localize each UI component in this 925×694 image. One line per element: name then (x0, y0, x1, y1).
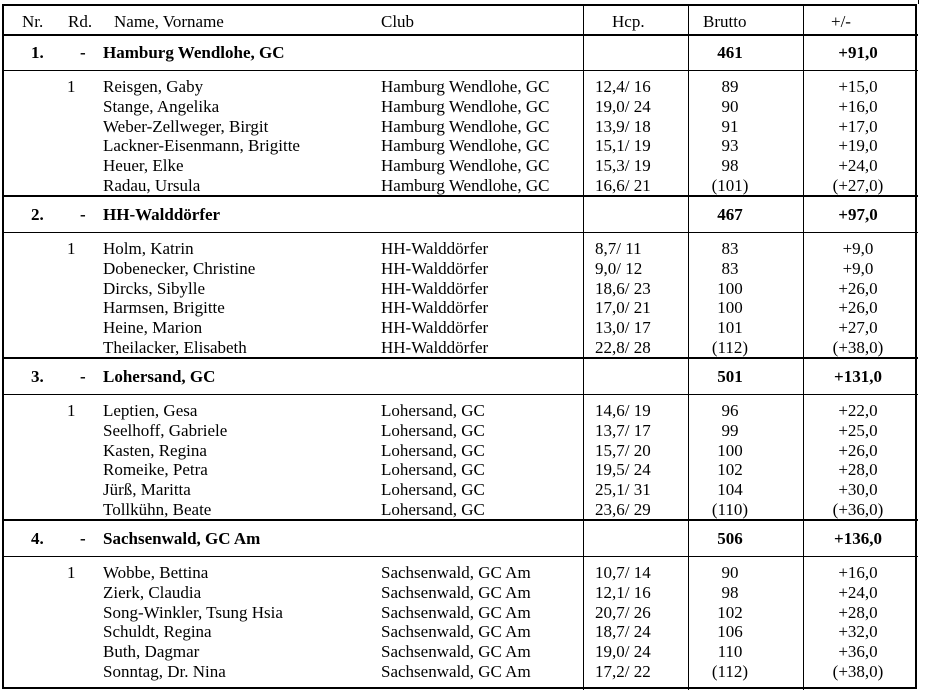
player-brutto: (101) (711, 176, 749, 195)
header-name: Name, Vorname (114, 12, 224, 31)
row-divider (2, 394, 918, 395)
table-row (0, 421, 925, 441)
player-club: Sachsenwald, GC Am (381, 662, 531, 681)
player-diff: +24,0 (838, 582, 878, 602)
table-row (0, 136, 925, 156)
player-club: Hamburg Wendlohe, GC (381, 136, 550, 156)
player-name: Romeike, Petra (103, 460, 208, 480)
player-round: 1 (67, 563, 76, 582)
player-brutto: 90 (721, 563, 739, 582)
player-diff: +22,0 (838, 401, 878, 420)
player-brutto: 104 (717, 480, 743, 500)
player-name: Sonntag, Dr. Nina (103, 662, 226, 681)
row-divider (2, 70, 918, 71)
player-club: Sachsenwald, GC Am (381, 642, 531, 662)
player-hcp: 16,6/ 21 (595, 176, 651, 195)
player-brutto: 98 (721, 156, 739, 176)
team-row (0, 205, 925, 227)
player-hcp: 15,3/ 19 (595, 156, 651, 176)
team-diff: +97,0 (838, 205, 878, 224)
player-club: Lohersand, GC (381, 460, 485, 480)
header-diff: +/- (831, 12, 851, 31)
player-brutto: 83 (721, 258, 739, 278)
player-club: Hamburg Wendlohe, GC (381, 96, 550, 116)
player-name: Holm, Katrin (103, 239, 194, 258)
player-diff: (+27,0) (832, 176, 884, 195)
player-hcp: 10,7/ 14 (595, 563, 651, 582)
player-club: Lohersand, GC (381, 480, 485, 500)
header-club: Club (381, 12, 415, 31)
player-club: Sachsenwald, GC Am (381, 582, 531, 602)
player-name: Dircks, Sibylle (103, 278, 205, 298)
player-name: Seelhoff, Gabriele (103, 420, 228, 440)
player-diff: +16,0 (838, 96, 878, 116)
player-brutto: 89 (721, 77, 739, 96)
player-diff: +26,0 (838, 298, 878, 318)
player-hcp: 15,7/ 20 (595, 440, 651, 460)
team-row (0, 367, 925, 389)
player-name: Heine, Marion (103, 318, 203, 338)
player-name: Kasten, Regina (103, 440, 207, 460)
table-row (0, 622, 925, 642)
team-brutto: 501 (717, 367, 743, 386)
player-club: Sachsenwald, GC Am (381, 622, 531, 642)
team-name: Hamburg Wendlohe, GC (103, 43, 285, 62)
player-diff: (+38,0) (832, 662, 884, 681)
team-brutto: 467 (717, 205, 743, 224)
table-row (0, 441, 925, 461)
player-brutto: 83 (721, 239, 739, 258)
player-hcp: 12,4/ 16 (595, 77, 651, 96)
table-row (0, 480, 925, 500)
player-diff: +16,0 (838, 563, 878, 582)
player-brutto: 100 (717, 440, 743, 460)
team-name: Sachsenwald, GC Am (103, 529, 261, 548)
player-brutto: 90 (721, 96, 739, 116)
team-rank: 4. (31, 529, 44, 548)
player-diff: +9,0 (842, 239, 874, 258)
player-name: Song-Winkler, Tsung Hsia (103, 602, 283, 622)
player-brutto: 99 (721, 420, 739, 440)
player-brutto: 101 (717, 318, 743, 338)
team-diff: +136,0 (834, 529, 882, 548)
header-hcp: Hcp. (612, 12, 645, 31)
team-rank: 3. (31, 367, 44, 386)
player-brutto: 102 (717, 602, 743, 622)
player-name: Lackner-Eisenmann, Brigitte (103, 136, 300, 156)
player-name: Tollkühn, Beate (103, 500, 212, 519)
table-row (0, 460, 925, 480)
team-round: - (80, 529, 86, 548)
player-club: HH-Walddörfer (381, 258, 489, 278)
player-brutto: (112) (711, 338, 749, 357)
player-club: Hamburg Wendlohe, GC (381, 116, 550, 136)
player-round: 1 (67, 239, 76, 258)
player-brutto: 100 (717, 278, 743, 298)
player-brutto: (112) (711, 662, 749, 681)
player-hcp: 22,8/ 28 (595, 338, 651, 357)
player-diff: +28,0 (838, 460, 878, 480)
team-row (0, 529, 925, 551)
player-name: Jürß, Maritta (103, 480, 191, 500)
row-divider (2, 232, 918, 233)
player-round: 1 (67, 77, 76, 96)
row-divider (2, 556, 918, 557)
table-row (0, 583, 925, 603)
player-name: Weber-Zellweger, Birgit (103, 116, 269, 136)
player-diff: +15,0 (838, 77, 878, 96)
table-row (0, 156, 925, 176)
player-diff: +28,0 (838, 602, 878, 622)
player-diff: +36,0 (838, 642, 878, 662)
team-round: - (80, 205, 86, 224)
table-row (0, 662, 925, 682)
header-nr: Nr. (22, 12, 44, 31)
player-club: HH-Walddörfer (381, 338, 489, 357)
team-diff: +131,0 (834, 367, 882, 386)
table-row (0, 298, 925, 318)
player-name: Heuer, Elke (103, 156, 184, 176)
table-row (0, 500, 925, 520)
team-rank: 1. (31, 43, 44, 62)
player-diff: +17,0 (838, 116, 878, 136)
player-diff: (+38,0) (832, 338, 884, 357)
player-brutto: 106 (717, 622, 743, 642)
player-diff: +25,0 (838, 420, 878, 440)
player-brutto: 91 (721, 116, 739, 136)
team-round: - (80, 367, 86, 386)
table-row (0, 176, 925, 196)
player-brutto: 96 (721, 401, 739, 420)
team-round: - (80, 43, 86, 62)
player-name: Dobenecker, Christine (103, 258, 256, 278)
team-name: Lohersand, GC (103, 367, 216, 386)
player-hcp: 20,7/ 26 (595, 602, 651, 622)
player-diff: +9,0 (842, 258, 874, 278)
table-row (0, 338, 925, 358)
header-brutto: Brutto (703, 12, 747, 31)
player-hcp: 17,2/ 22 (595, 662, 651, 681)
player-club: HH-Walddörfer (381, 298, 489, 318)
player-brutto: 102 (717, 460, 743, 480)
player-hcp: 14,6/ 19 (595, 401, 651, 420)
player-hcp: 19,0/ 24 (595, 96, 651, 116)
player-hcp: 25,1/ 31 (595, 480, 651, 500)
player-brutto: 110 (717, 642, 743, 662)
player-name: Wobbe, Bettina (103, 563, 209, 582)
player-hcp: 15,1/ 19 (595, 136, 651, 156)
header-rd: Rd. (68, 12, 93, 31)
player-brutto: 100 (717, 298, 743, 318)
player-name: Radau, Ursula (103, 176, 201, 195)
player-club: HH-Walddörfer (381, 239, 489, 258)
table-row (0, 563, 925, 583)
player-brutto: (110) (711, 500, 749, 519)
table-row (0, 117, 925, 137)
player-name: Theilacker, Elisabeth (103, 338, 247, 357)
player-club: Hamburg Wendlohe, GC (381, 77, 550, 96)
player-diff: +30,0 (838, 480, 878, 500)
table-row (0, 77, 925, 97)
player-club: Lohersand, GC (381, 500, 485, 519)
table-row (0, 318, 925, 338)
player-club: Lohersand, GC (381, 420, 485, 440)
table-row (0, 279, 925, 299)
player-round: 1 (67, 401, 76, 420)
player-diff: +32,0 (838, 622, 878, 642)
player-club: HH-Walddörfer (381, 318, 489, 338)
table-row (0, 239, 925, 259)
player-name: Buth, Dagmar (103, 642, 200, 662)
player-diff: (+36,0) (832, 500, 884, 519)
player-brutto: 98 (721, 582, 739, 602)
player-diff: +24,0 (838, 156, 878, 176)
player-hcp: 23,6/ 29 (595, 500, 651, 519)
player-club: Lohersand, GC (381, 440, 485, 460)
player-brutto: 93 (721, 136, 739, 156)
team-row (0, 43, 925, 65)
player-name: Stange, Angelika (103, 96, 220, 116)
player-hcp: 12,1/ 16 (595, 582, 651, 602)
table-row (0, 603, 925, 623)
player-hcp: 18,7/ 24 (595, 622, 651, 642)
player-club: Sachsenwald, GC Am (381, 602, 531, 622)
table-row (0, 642, 925, 662)
player-hcp: 13,0/ 17 (595, 318, 651, 338)
player-hcp: 18,6/ 23 (595, 278, 651, 298)
player-club: HH-Walddörfer (381, 278, 489, 298)
player-club: Sachsenwald, GC Am (381, 563, 531, 582)
player-diff: +26,0 (838, 440, 878, 460)
table-row (0, 401, 925, 421)
player-diff: +19,0 (838, 136, 878, 156)
player-name: Schuldt, Regina (103, 622, 212, 642)
player-name: Harmsen, Brigitte (103, 298, 225, 318)
player-club: Hamburg Wendlohe, GC (381, 176, 550, 195)
player-hcp: 19,5/ 24 (595, 460, 651, 480)
team-brutto: 461 (717, 43, 743, 62)
player-hcp: 9,0/ 12 (595, 258, 643, 278)
player-name: Leptien, Gesa (103, 401, 198, 420)
player-name: Reisgen, Gaby (103, 77, 204, 96)
player-name: Zierk, Claudia (103, 582, 202, 602)
player-diff: +27,0 (838, 318, 878, 338)
player-hcp: 8,7/ 11 (595, 239, 642, 258)
table-row (0, 259, 925, 279)
player-diff: +26,0 (838, 278, 878, 298)
player-club: Lohersand, GC (381, 401, 485, 420)
team-name: HH-Walddörfer (103, 205, 221, 224)
team-brutto: 506 (717, 529, 743, 548)
player-hcp: 17,0/ 21 (595, 298, 651, 318)
row-divider (2, 34, 918, 36)
table-row (0, 97, 925, 117)
player-hcp: 19,0/ 24 (595, 642, 651, 662)
team-diff: +91,0 (838, 43, 878, 62)
team-rank: 2. (31, 205, 44, 224)
player-hcp: 13,7/ 17 (595, 420, 651, 440)
player-club: Hamburg Wendlohe, GC (381, 156, 550, 176)
player-hcp: 13,9/ 18 (595, 116, 651, 136)
